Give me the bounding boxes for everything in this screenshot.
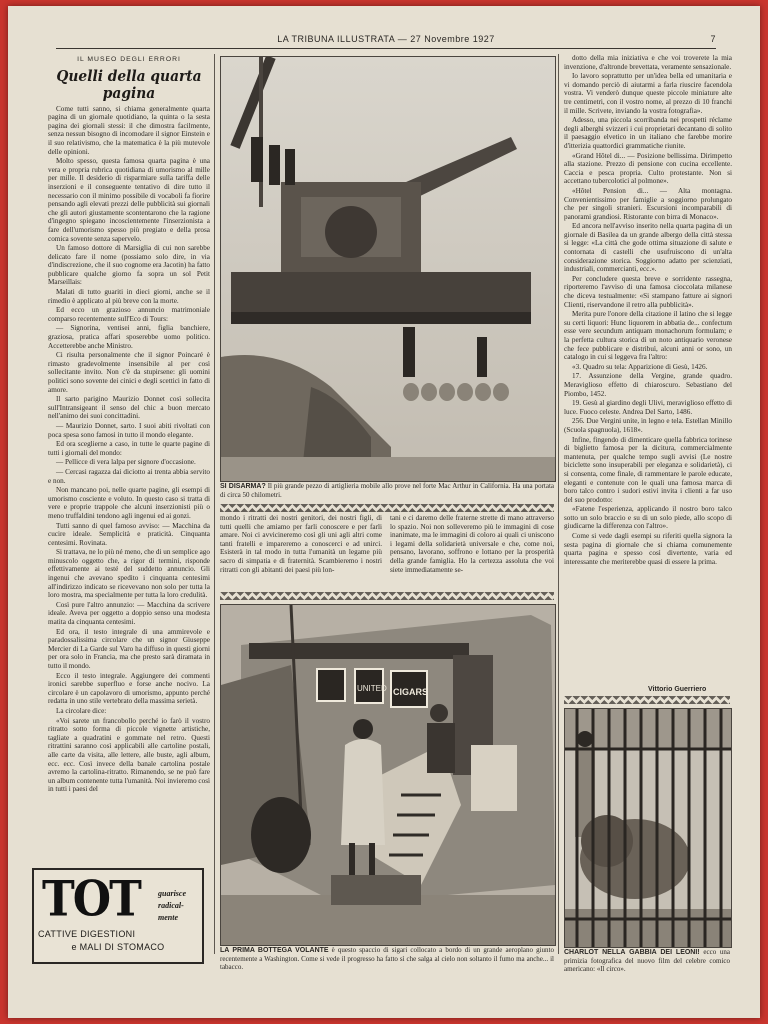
article-paragraph: «Voi sarete un francobollo perché io farò il vostro ritratto sotto forma di piccole vignette artistiche, tagliate a quadratini e gommate nel retro. Questi ritrattini saranno così applicabili alle cartoline postali, alle carte da visita, alle lettere, alle buste, agli album, ecc. ecc. Così invece della banale cartolina postale avremo la cartolina-ritratto. Rimanendo, se ne può fare un album contenente tutta l'umanità. Noi invieremo così in tutti i paesi del (48, 716, 210, 794)
advert-bottom-line: CATTIVE DIGESTIONI (38, 929, 136, 939)
advert-bottom-text (38, 928, 198, 954)
masthead: LA TRIBUNA ILLUSTRATA — 27 Novembre 1927 (277, 34, 495, 44)
photo-charlot (564, 708, 732, 948)
artillery-caption-lead: SI DISARMA? (220, 483, 266, 490)
photo-flying-shop (220, 604, 556, 946)
article-paragraph: — Pellicce di vera lalpa per signore d'occasione. (56, 458, 196, 467)
artillery-caption-text: Il più grande pezzo di artiglieria mobile allo prove nel forte Mac Arthur in California. Ha una portata di circa 50 chilometri. (220, 482, 554, 500)
flying-shop-caption-text: è questo spaccio di sigari collocato a bordo di un grande aeroplano giunto recentemente a Washington. Come si vede il progresso ha fatto sì che salga al cielo non soltanto il fumo ma anche... il tabacco. (220, 946, 554, 972)
article-paragraph: «Grand Hôtel di... — Posizione bellissima. Dirimpetto alla stazione. Prezzo di pensione con cucina eccellente. Caccia e pesca propria. Culto protestante. Non si accettano tubercolotici al polmone». (564, 151, 732, 186)
article-title: Quelli della quarta pagina (56, 66, 202, 102)
article-paragraph: Per concludere questa breve e sorridente rassegna, riporteremo l'avviso di una famosa cioccolata milanese che diceva testualmente: «Si stampano fatture ai signori Clienti, riservandone il retro alla pubblicità». (564, 274, 732, 309)
right-article-body (564, 54, 732, 566)
article-paragraph: Il sarto parigino Maurizio Donnet così sollecita sull'Intransigeant il senso del chic a buon mercato nell'animo dei suoi concittadini. (48, 395, 210, 421)
article-paragraph: — Maurizio Donnet, sarto. I suoi abiti rivoltati con poca spesa sono famosi in tutto il mondo elegante. (48, 421, 210, 439)
flying-shop-caption-lead: LA PRIMA BOTTEGA VOLANTE (220, 947, 329, 954)
article-paragraph: Infine, fingendo di dimenticare quella fabbrica torinese di biglietto famosa per la dicitura, commercialmente mantenuta, per qualche tempo sugli avvisi (Le nostre biciclette sono insuperabili per eleganza e solidarietà), ci si consenta, come finale, di rammentare le parole educate, eleganti e contenute con le quali una famosa marca di boro talco contro i sudori estivi invita i clienti a far uso del suo prodotto: (564, 435, 732, 504)
article-paragraph: Ed ora sceglierne a caso, in tutte le quarte pagine di tutti i giornali del mondo: (48, 440, 210, 457)
charlot-image (565, 709, 731, 947)
section-label: IL MUSEO DEGLI ERRORI (77, 56, 181, 63)
artillery-image (221, 57, 555, 481)
article-paragraph: Ed ora, il testo integrale di una ammirevole e paradossalissima circolare che un signor Giuseppe Mercier di La Garde sul Varo ha diffuso in questi giorni per ora solo in Francia, ma che presto sarà diramata in tutto il mondo. (48, 627, 210, 670)
article-paragraph: Malati di tutto guariti in dieci giorni, anche se il rimedio è applicato al più breve con la morte. (48, 288, 210, 305)
advert-side-text (158, 888, 200, 924)
article-paragraph: Così pure l'altro annunzio: — Macchina da scrivere ideale. Aveva per oggetto a doppio senso una modesta matita da cinquanta centesimi. (48, 600, 210, 627)
article-paragraph: 19. Gesù al giardino degli Ulivi, meraviglioso effetto di luce. Fuoco celeste. Andrea Del Sarto, 1486. (564, 399, 732, 416)
article-paragraph: Come tutti sanno, si chiama generalmente quarta pagina di un giornale quotidiano, la quinta o la sesta pagina dei giornali stessi: il che dimostra facilmente, senza nessun bisogno di incomodare il signor Einstein e il suo relativismo, che la matematica è la più mutevole delle opinioni. (48, 104, 210, 156)
article-paragraph: Ed ecco un grazioso annuncio matrimoniale comparso recentemente sull'Eco di Tours: (48, 306, 210, 323)
left-article-body (48, 105, 210, 794)
middle-text-left (220, 514, 382, 590)
article-paragraph: «Fatene l'esperienza, applicando il nostro boro talco sotto un solo braccio e su di un solo piede, allo scopo di giudicarne la differenza con l'altro». (564, 505, 732, 531)
charlot-caption-lead: CHARLOT NELLA GABBIA DEI LEONI! (564, 949, 700, 956)
advert-side-line: mente (158, 913, 178, 922)
article-paragraph: Ed ancora nell'avviso inserito nella quarta pagina di un giornale di Basilea da un grande albergo della città stessa si legge: «La città che gode ottima situazione di salute e contornata di castelli che usufruiscono di un'alta considerazione storica. Soggiorno adatto per scienziati, industriali, commercianti, ecc.». (564, 222, 732, 274)
article-paragraph: — Signorina, ventisei anni, figlia banchiere, graziosa, pratica affari sposerebbe uomo politico. Accetterebbe anche Ministro. (48, 324, 210, 350)
article-paragraph: La circolare dice: (56, 706, 107, 715)
article-paragraph: Un famoso dottore di Marsiglia di cui non sarebbe delicato fare il nome (possiamo solo dire, in via d'indiscrezione, che il suo cognome era Jacotin) ha fatto pubblicare qualche giorno fa sopra un sol Petit Marseillais: (48, 244, 210, 287)
article-paragraph: 256. Due Vergini unite, in legno e tela. Estellan Minillo (Scuola spagnuola), 1618». (564, 417, 732, 434)
article-paragraph: dotto della mia iniziativa e che voi troverete la mia invenzione, d'altronde brevettata, veramente sensazionale. (564, 54, 732, 71)
flying-shop-image (221, 605, 555, 945)
article-paragraph: Non mancano poi, nelle quarte pagine, gli esempi di umorismo cosciente e voluto. In questo caso si tratta di vere e proprie trappole che alcuni inserzionisti più o meno truffaldini tendono agli ingenui ed ai gonzi. (48, 486, 210, 520)
advert-side-line: guarisce (158, 889, 186, 898)
article-byline: Vittorio Guerriero (648, 686, 707, 693)
article-paragraph: Ecco il testo integrale. Aggiungere dei commenti ironici sarebbe superfluo e forse anche nocivo. La circolare è un capolavoro di umorismo, appunto perché redatta in uno stile vertebrato della massima serietà. (48, 671, 210, 706)
column-rule (558, 54, 559, 954)
sign-cigars: CIGARS (393, 687, 429, 697)
flying-shop-caption (220, 946, 554, 986)
left-column (48, 56, 210, 864)
right-column (564, 54, 732, 684)
page-header (56, 34, 716, 49)
advert-brand: TOT (42, 871, 140, 928)
article-paragraph: «3. Quadro su tela: Apparizione di Gesù, 1426. (572, 362, 708, 371)
middle-paragraph-left: mondo i ritratti dei nostri genitori, dei nostri figli, di tutti quelli che amiamo per farli conoscere e per farli amare. Noi ci avvicineremo così gli uni agli altri come tanti fratelli e impareremo a conoscerci e ad unirci. Esisterà in tal modo in tutta l'umanità un legame più sacro di simpatia e di fraternità. Scambieremo i nostri ritratti con gli abitanti dei paesi più lon- (220, 514, 382, 574)
photo-artillery (220, 56, 556, 482)
advert-bottom-line: e MALI DI STOMACO (71, 942, 165, 952)
article-paragraph: Io lavoro soprattutto per un'idea bella ed umanitaria e vi domando perciò di aiutarmi a farla riuscire facendola vostra. Vi venderò dunque queste piccole miniature alte tre centimetri, con il vostro nome, al prezzo di 10 franchi il mille. Scrivete, inviando la vostra fotografia». (564, 72, 732, 115)
article-paragraph: — Cercasi ragazza dai diciotto ai trenta abbia servito e non. (48, 467, 210, 485)
column-rule (214, 54, 215, 954)
article-paragraph: «Hôtel Pension di... — Alta montagna. Convenientissimo per famiglie a soggiorno prolungato che per singoli stranieri. Escursioni incomparabili di panorami grandiosi. Ristorante con birra di Monaco». (564, 186, 732, 221)
middle-paragraph-right: tani e ci daremo delle fraterne strette di mano attraverso lo spazio. Noi non solleveremo più le immagini di cose inanimate, ma le immagini di coloro ai quali ci uniscono i legami della solidarietà universale e che, come noi, pensano, lavorano, soffrono e lottano per la prosperità della grande famiglia. Ho la certezza assoluta che voi siete immediatamente se- (390, 514, 554, 574)
page-number: 7 (710, 34, 716, 44)
ornamental-divider (220, 504, 554, 512)
article-paragraph: Adesso, una piccola scorribanda nei prospetti réclame degli alberghi svizzeri i cui proprietari decantano di solito il paesaggio elvetico in un italiano che farebbe morire d'itterizia quattordici grammatiche riunite. (564, 116, 732, 150)
ornamental-divider (220, 592, 554, 600)
article-paragraph: 17. Assunzione della Vergine, grande quadro. Meraviglioso effetto di chiaroscuro. Sebastiano del Piombo, 1452. (564, 372, 732, 398)
advert-side-line: radical- (158, 901, 184, 910)
ornamental-divider (564, 696, 730, 704)
article-paragraph: Molto spesso, questa famosa quarta pagina è una vera e propria rubrica quotidiana di umorismo al mille per mille. Il desiderio di risparmiare sulla tariffa delle inserzioni e il conseguente tentativo di dire tutto il necessario con il minimo possibile di vocaboli fa fiorire pensando agli elevati prezzi delle pubblicità sui giornali che gli autori giustamente scontentarono che la ragione d'ingegno spiegano incoscientemente l'inserzionista a fare dell'umorismo spesso più pregiato e della prosa comica sovente senza sapervelo. (48, 157, 210, 243)
article-paragraph: Come si vede dagli esempi su riferiti quella signora la sesta pagina di giornale che si chiama comunemente quarta pagina e spesso così divertente, varia ed interessante che meriterebbe quasi di essere la prima. (564, 532, 732, 566)
charlot-caption-text: ecco una primizia fotografica del nuovo film del celebre comico americano: «Il circo». (564, 948, 730, 974)
article-paragraph: Merita pure l'onore della citazione il latino che si legge su certi liquori: Hunc liquorem in abbatia de... confectum esse vere secundum antiquam monachorum formulam; e la perfetta cultura storica di un noto antiquario veronese che fece pubblicare e distribuì, alcuni anni or sono, un catalogo in cui si leggeva fra l'altro: (564, 310, 732, 362)
article-paragraph: Ci risulta personalmente che il signor Poincaré è rimasto gradevolmente insensibile al per così sollecitante invito. Non c'è da stupirsene: gli uomini politici sono sovente dei cinici e degli scettici in fatto di amore. (48, 351, 210, 394)
newspaper-page (8, 6, 760, 1018)
sign-united: UNITED (357, 684, 387, 693)
article-paragraph: Tutti sanno di quel famoso avviso: — Macchina da cucire ideale. Semplicità e praticità. Cinquanta centesimi. Rovinata. (48, 521, 210, 547)
tot-advert (32, 868, 204, 964)
charlot-caption (564, 948, 730, 988)
article-paragraph: Si trattava, ne lo più né meno, che di un semplice ago minuscolo oggetto che, a rigor di termini, risponde effettivamente ai testé del suddetto annuncio. Gli ingenui che avevano spedito i cinquanta centesimi all'indirizzo indicato se ricevevano non solo per tutta la loro mostra, ma specialmente per tutta la loro credulità. (48, 548, 210, 600)
middle-text-right (390, 514, 554, 590)
